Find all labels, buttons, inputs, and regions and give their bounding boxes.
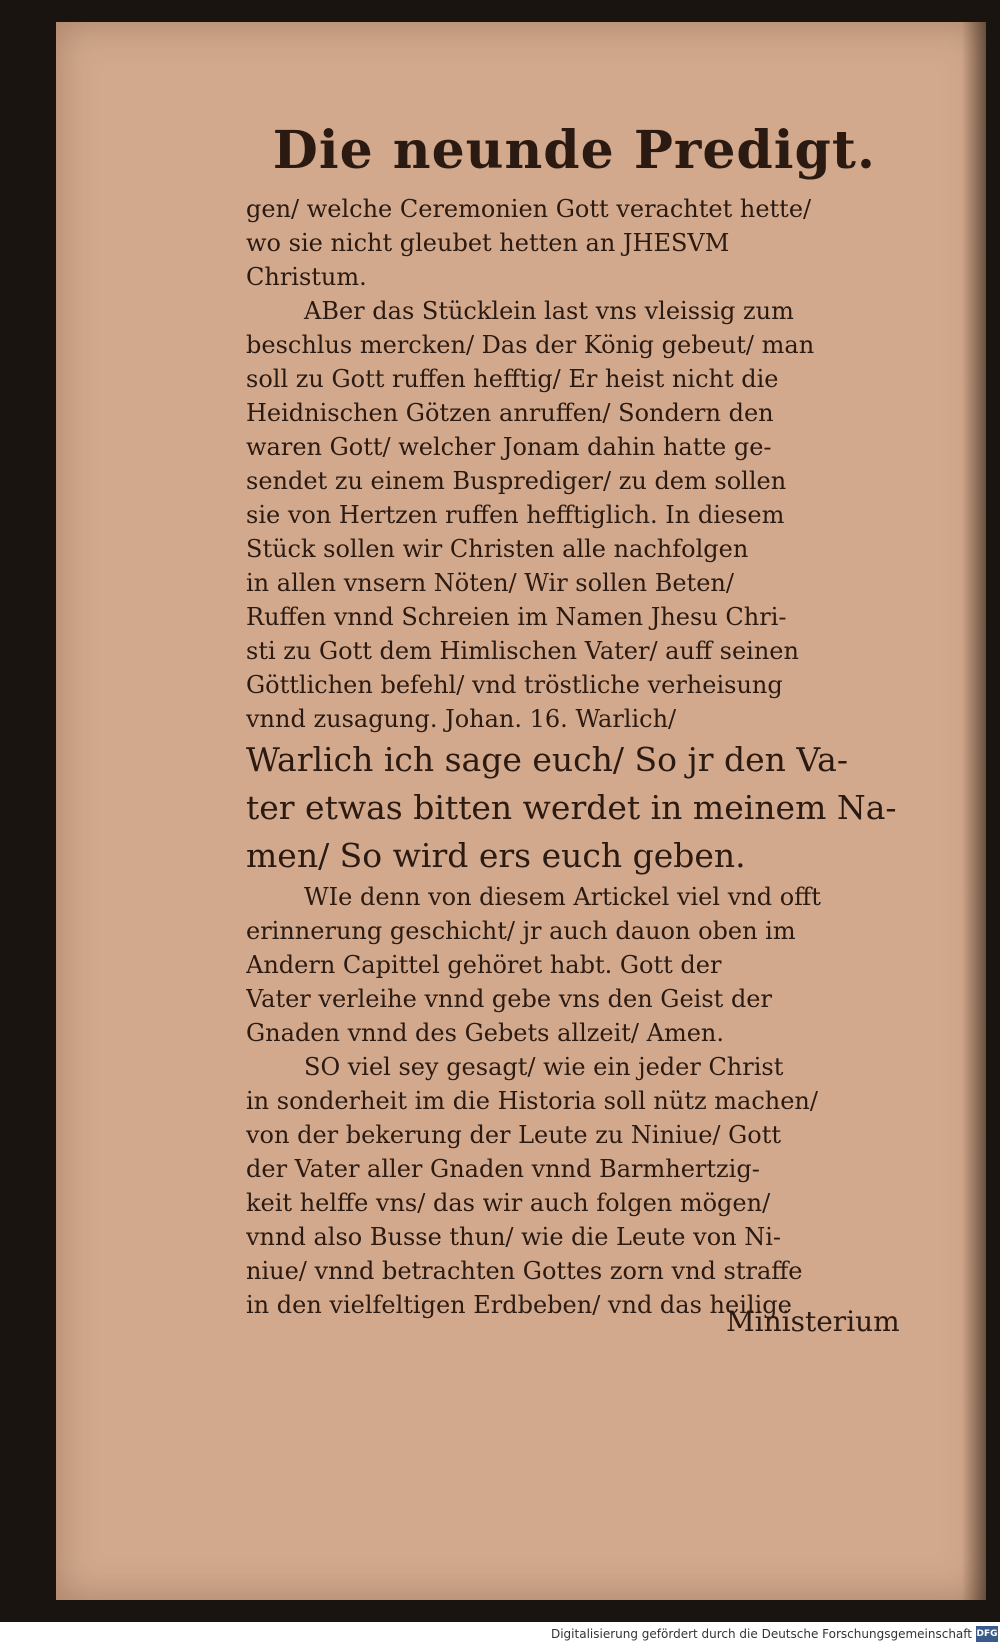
text-line: vnnd zusagung. Johan. 16. Warlich/ — [246, 705, 677, 733]
catchword: Ministerium — [726, 1305, 900, 1338]
text-line: Stück sollen wir Christen alle nachfolgen — [246, 535, 749, 563]
text-line: waren Gott/ welcher Jonam dahin hatte ge- — [246, 433, 772, 461]
text-line: Heidnischen Götzen anruffen/ Sondern den — [246, 399, 774, 427]
text-line: erinnerung geschicht/ jr auch dauon oben im — [246, 917, 796, 945]
text-line: soll zu Gott ruffen hefftig/ Er heist nicht die — [246, 365, 779, 393]
text-line: Gnaden vnnd des Gebets allzeit/ Amen. — [246, 1019, 725, 1047]
text-line: WIe denn von diesem Artickel viel vnd offt — [304, 883, 821, 911]
book-page — [56, 22, 986, 1600]
text-line-quote: Warlich ich sage euch/ So jr den Va- — [246, 740, 848, 779]
text-line: Andern Capittel gehöret habt. Gott der — [246, 951, 722, 979]
text-line: in den vielfeltigen Erdbeben/ vnd das heilige — [246, 1291, 792, 1319]
text-line: in allen vnsern Nöten/ Wir sollen Beten/ — [246, 569, 734, 597]
text-line: keit helffe vns/ das wir auch folgen mögen/ — [246, 1189, 771, 1217]
text-line: sendet zu einem Busprediger/ zu dem sollen — [246, 467, 787, 495]
text-line-quote: ter etwas bitten werdet in meinem Na- — [246, 788, 897, 827]
page-header: Die neunde Predigt. — [272, 120, 876, 181]
text-line: beschlus mercken/ Das der König gebeut/ man — [246, 331, 815, 359]
text-line: vnnd also Busse thun/ wie die Leute von Ni- — [246, 1223, 782, 1251]
text-line: der Vater aller Gnaden vnnd Barmhertzig- — [246, 1155, 760, 1183]
text-line: Göttlichen befehl/ vnd tröstliche verheisung — [246, 671, 783, 699]
text-line: sti zu Gott dem Himlischen Vater/ auff seinen — [246, 637, 799, 665]
text-line: SO viel sey gesagt/ wie ein jeder Christ — [304, 1053, 784, 1081]
text-line: Ruffen vnnd Schreien im Namen Jhesu Chri- — [246, 603, 787, 631]
text-line: ABer das Stücklein last vns vleissig zum — [304, 297, 794, 325]
text-line: von der bekerung der Leute zu Niniue/ Gott — [246, 1121, 782, 1149]
footer-credit: Digitalisierung gefördert durch die Deutsche Forschungsgemeinschaft — [550, 1627, 972, 1641]
text-line: sie von Hertzen ruffen hefftiglich. In diesem — [246, 501, 785, 529]
dfg-logo-icon: DFG — [976, 1626, 998, 1642]
digitization-footer — [0, 1622, 1000, 1648]
text-line: niue/ vnnd betrachten Gottes zorn vnd straffe — [246, 1257, 803, 1285]
text-line: in sonderheit im die Historia soll nütz machen/ — [246, 1087, 818, 1115]
text-line-quote: men/ So wird ers euch geben. — [246, 836, 746, 875]
text-line: wo sie nicht gleubet hetten an JHESVM — [246, 229, 730, 257]
text-line: Vater verleihe vnnd gebe vns den Geist der — [246, 985, 772, 1013]
text-line: gen/ welche Ceremonien Gott verachtet hette/ — [246, 195, 812, 223]
text-line: Christum. — [246, 263, 367, 291]
page-body — [246, 192, 976, 1322]
